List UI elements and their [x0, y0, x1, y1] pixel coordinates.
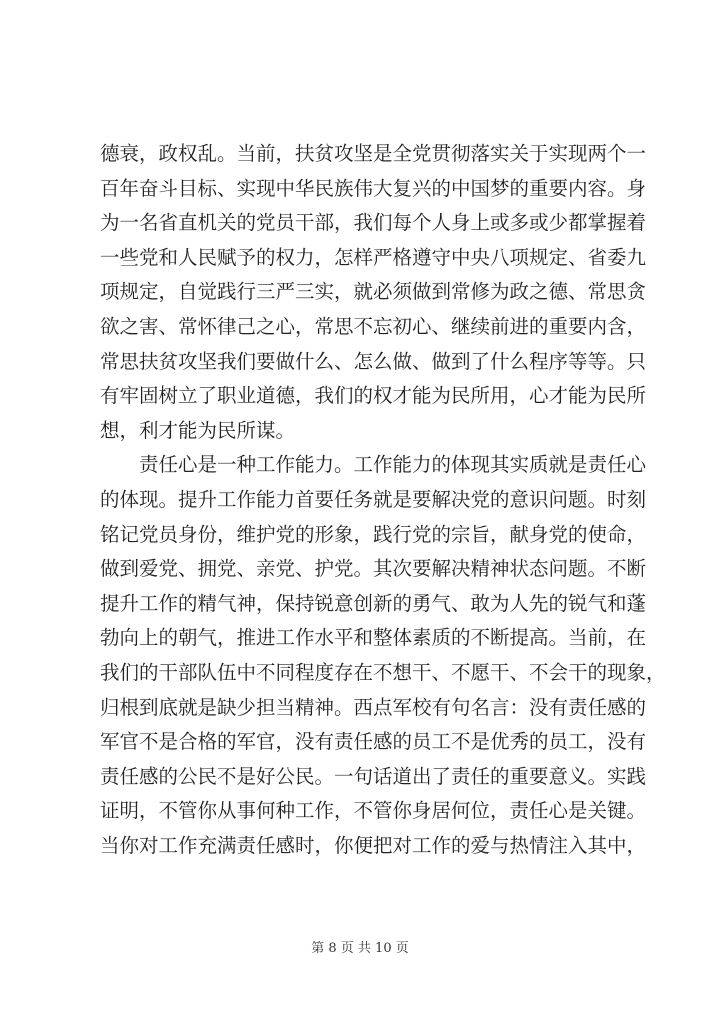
- text-line: 勃向上的朝气，推进工作水平和整体素质的不断提高。当前，在: [100, 626, 647, 650]
- text-line: 项规定，自觉践行三严三实，就必须做到常修为政之德、常思贪: [100, 280, 647, 304]
- body-text: [100, 137, 666, 863]
- paragraph-first-line: 责任心是一种工作能力。工作能力的体现其实质就是责任心: [139, 453, 647, 477]
- text-line: 欲之害、常怀律己之心，常思不忘初心、继续前进的重要内含，: [100, 314, 647, 338]
- page-number-label: 第 8 页 共 10 页: [311, 941, 409, 956]
- paragraph-last-line: 想，利才能为民所谋。: [100, 418, 296, 442]
- text-line: 责任感的公民不是好公民。一句话道出了责任的重要意义。实践: [100, 764, 647, 788]
- text-line: 百年奋斗目标、实现中华民族伟大复兴的中国梦的重要内容。身: [100, 176, 647, 200]
- text-line: 德衰，政权乱。当前，扶贫攻坚是全党贯彻落实关于实现两个一: [100, 142, 647, 165]
- text-line: 归根到底就是缺少担当精神。西点军校有句名言：没有责任感的: [100, 695, 647, 719]
- text-line: 军官不是合格的军官，没有责任感的员工不是优秀的员工，没有: [100, 730, 647, 754]
- text-line: 证明，不管你从事何种工作，不管你身居何位，责任心是关键。: [100, 799, 647, 823]
- text-line: 提升工作的精气神，保持锐意创新的勇气、敢为人先的锐气和蓬: [100, 591, 647, 615]
- text-line: 有牢固树立了职业道德，我们的权才能为民所用，心才能为民所: [100, 384, 647, 408]
- text-line: 当你对工作充满责任感时，你便把对工作的爱与热情注入其中，: [100, 833, 647, 857]
- text-line: 一些党和人民赋予的权力，怎样严格遵守中央八项规定、省委九: [100, 245, 647, 269]
- page-footer: [0, 937, 720, 956]
- text-line: 我们的干部队伍中不同程度存在不想干、不愿干、不会干的现象，: [100, 660, 666, 684]
- text-line: 的体现。提升工作能力首要任务就是要解决党的意识问题。时刻: [100, 487, 647, 511]
- text-line: 常思扶贫攻坚我们要做什么、怎么做、做到了什么程序等等。只: [100, 349, 647, 373]
- text-line: 铭记党员身份，维护党的形象，践行党的宗旨，献身党的使命，: [100, 522, 647, 546]
- text-line: 为一名省直机关的党员干部，我们每个人身上或多或少都掌握着: [100, 211, 647, 235]
- text-line: 做到爱党、拥党、亲党、护党。其次要解决精神状态问题。不断: [100, 557, 647, 581]
